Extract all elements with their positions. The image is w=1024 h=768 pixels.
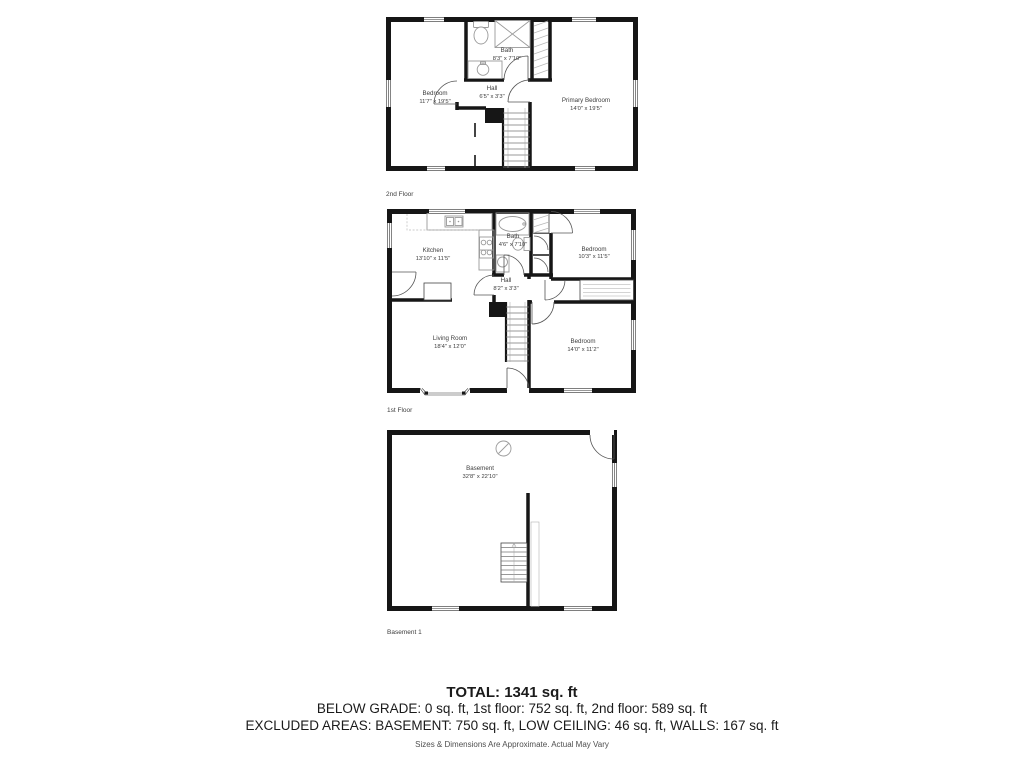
svg-text:Primary Bedroom: Primary Bedroom bbox=[561, 97, 611, 104]
below-grade-text: BELOW GRADE: 0 sq. ft, 1st floor: 752 sq. ft, 2nd floor: 589 sq. ft bbox=[316, 701, 708, 716]
room-label-primary-bedroom bbox=[562, 97, 610, 112]
sink-icon bbox=[496, 255, 509, 272]
floor-label: 1st Floor bbox=[387, 407, 413, 414]
floorplan-basement bbox=[387, 430, 617, 636]
bay-window bbox=[420, 388, 470, 395]
svg-text:Hall: Hall bbox=[500, 277, 512, 284]
bathtub-icon bbox=[496, 213, 529, 235]
chimney bbox=[489, 302, 506, 317]
svg-text:Bedroom: Bedroom bbox=[581, 246, 607, 253]
stairs bbox=[506, 302, 529, 362]
kitchen-sink-icon bbox=[445, 216, 463, 227]
svg-text:18'4" x 12'0": 18'4" x 12'0" bbox=[434, 344, 466, 350]
room-label-bath bbox=[493, 47, 522, 62]
door-arc bbox=[590, 430, 614, 459]
kitchen-island bbox=[424, 283, 451, 300]
room-label-hall bbox=[493, 277, 518, 292]
shower-icon bbox=[495, 21, 530, 48]
floorplan-2nd-floor bbox=[386, 17, 638, 199]
stove-icon bbox=[480, 237, 494, 258]
svg-text:14'0" x 11'2": 14'0" x 11'2" bbox=[567, 347, 599, 353]
stairs bbox=[503, 108, 530, 168]
svg-text:4'6" x 7'10": 4'6" x 7'10" bbox=[498, 242, 528, 248]
chimney bbox=[485, 108, 503, 123]
room-label-bedroom bbox=[578, 246, 609, 260]
svg-text:Bath: Bath bbox=[506, 233, 520, 240]
window bbox=[432, 463, 617, 611]
room-label-living-room bbox=[433, 335, 467, 350]
toilet-icon bbox=[474, 22, 489, 45]
sink-icon bbox=[468, 61, 502, 79]
stairs bbox=[501, 543, 527, 582]
svg-text:Kitchen: Kitchen bbox=[422, 247, 444, 254]
svg-text:14'0" x 19'5": 14'0" x 19'5" bbox=[570, 106, 602, 112]
svg-text:Bedroom: Bedroom bbox=[422, 90, 448, 97]
room-label-basement bbox=[462, 465, 497, 480]
stair-partition bbox=[531, 522, 539, 607]
svg-text:Hall: Hall bbox=[486, 85, 498, 92]
closet-hatch bbox=[533, 214, 549, 234]
utility-icon bbox=[496, 441, 511, 456]
room-label-bedroom-2 bbox=[567, 338, 598, 353]
floor-label: 2nd Floor bbox=[386, 191, 414, 198]
total-area-text: TOTAL: 1341 sq. ft bbox=[446, 684, 578, 701]
room-label-hall bbox=[479, 85, 504, 100]
disclaimer-text: Sizes & Dimensions Are Approximate. Actual May Vary bbox=[415, 740, 609, 749]
svg-text:10'3" x 11'5": 10'3" x 11'5" bbox=[578, 254, 610, 260]
svg-text:Bedroom: Bedroom bbox=[570, 338, 596, 345]
svg-text:8'2" x 3'3": 8'2" x 3'3" bbox=[493, 286, 519, 292]
svg-text:13'10" x 11'5": 13'10" x 11'5" bbox=[415, 256, 451, 262]
closet-hatch bbox=[534, 21, 548, 75]
svg-text:Bath: Bath bbox=[500, 47, 514, 54]
closet-doors bbox=[534, 236, 548, 272]
room-label-kitchen bbox=[416, 247, 451, 262]
svg-text:Living Room: Living Room bbox=[432, 335, 468, 342]
svg-text:8'3" x 7'10": 8'3" x 7'10" bbox=[492, 56, 522, 62]
svg-text:32'8" x 22'10": 32'8" x 22'10" bbox=[462, 474, 498, 480]
svg-text:11'7" x 19'5": 11'7" x 19'5" bbox=[419, 99, 451, 105]
svg-text:6'5" x 3'3": 6'5" x 3'3" bbox=[479, 94, 505, 100]
svg-text:Basement: Basement bbox=[466, 465, 494, 472]
wardrobe-closet bbox=[580, 280, 634, 300]
excluded-areas-text: EXCLUDED AREAS: BASEMENT: 750 sq. ft, LOW CEILING: 46 sq. ft, WALLS: 167 sq. ft bbox=[245, 718, 779, 733]
floorplan-1st-floor bbox=[387, 209, 636, 415]
floor-label: Basement 1 bbox=[387, 629, 422, 636]
